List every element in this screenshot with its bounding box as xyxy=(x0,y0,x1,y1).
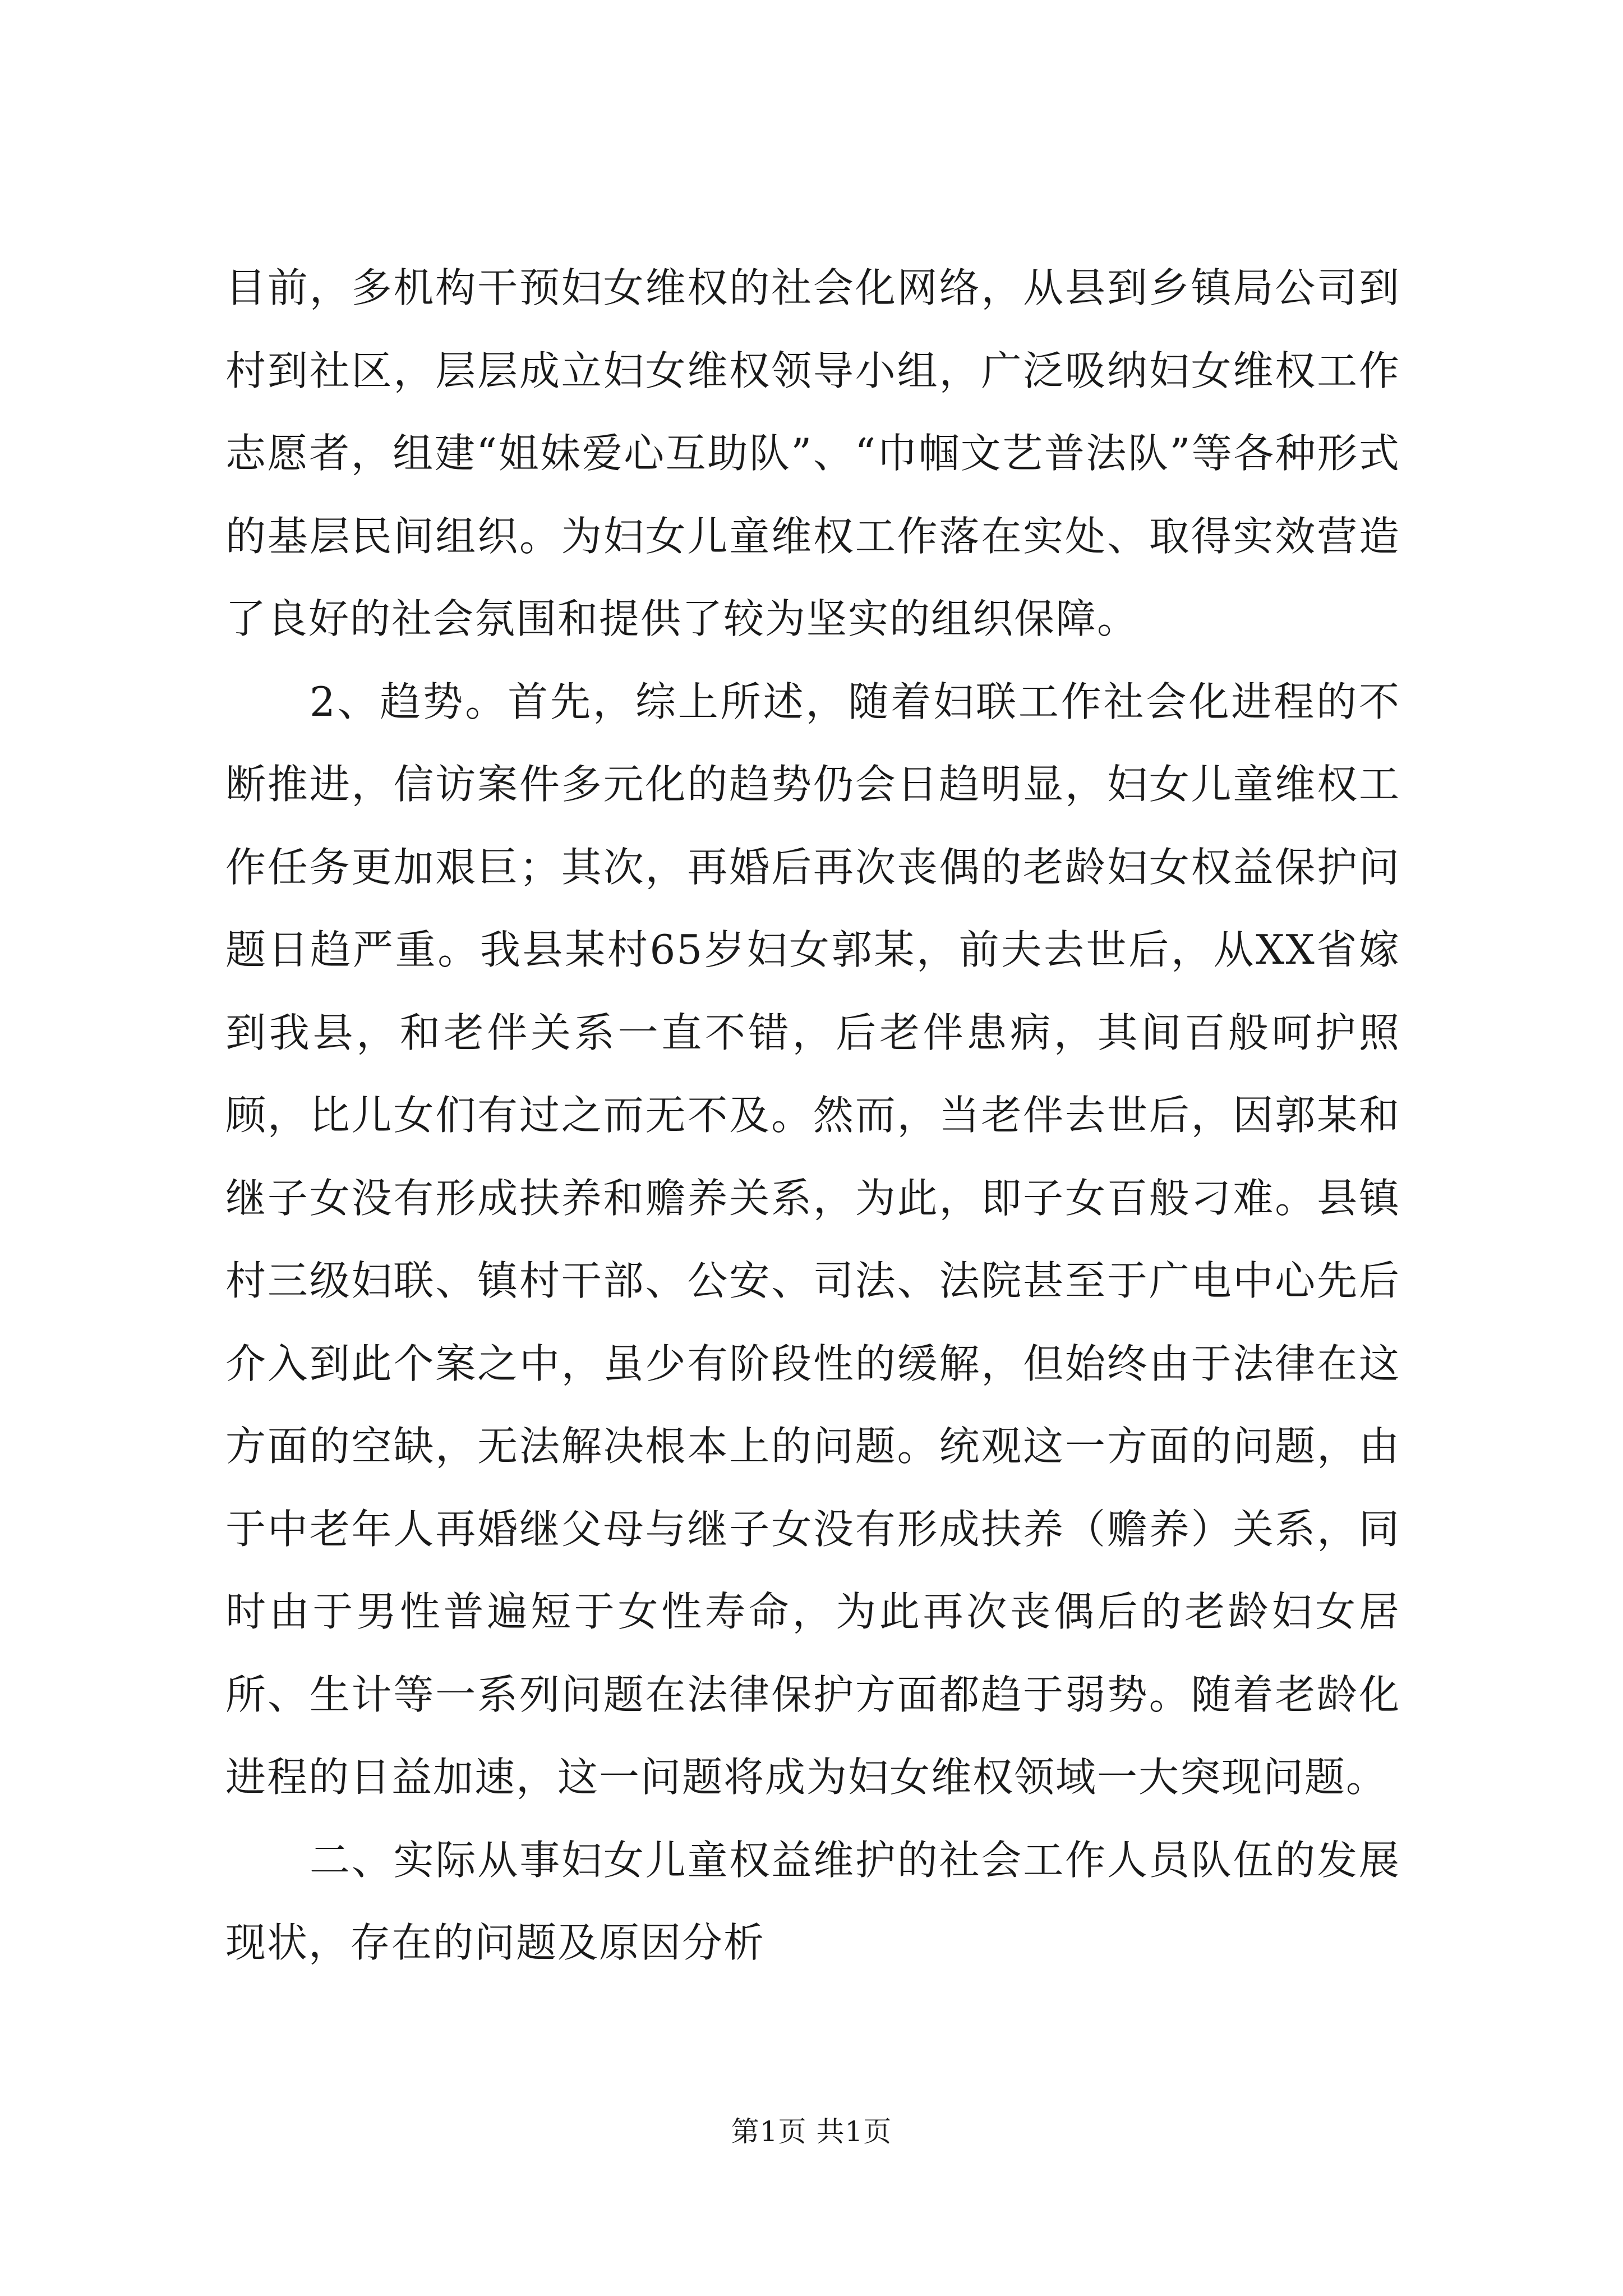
section-heading-2: 二、实际从事妇女儿童权益维护的社会工作人员队伍的发展现状，存在的问题及原因分析 xyxy=(225,1836,1400,1966)
paragraph-continuation: 目前，多机构干预妇女维权的社会化网络，从县到乡镇局公司到村到社区，层层成立妇女维权领导小组，广泛吸纳妇女维权工作志愿者，组建“姐妹爱心互助队”、“巾帼文艺普法队”等各种形式的基层民间组织。为妇女儿童维权工作落在实处、取得实效营造了良好的社会氛围和提供了较为坚实的组织保障。 xyxy=(225,264,1400,642)
page-footer: 第1页 共1页 xyxy=(731,2115,892,2148)
paragraph-trend: 2、趋势。首先，综上所述，随着妇联工作社会化进程的不断推进，信访案件多元化的趋势仍会日趋明显，妇女儿童维权工作任务更加艰巨；其次，再婚后再次丧偶的老龄妇女权益保护问题日趋严重。我县某村65岁妇女郭某，前夫去世后，从XX省嫁到我县，和老伴关系一直不错，后老伴患病，其间百般呵护照顾，比儿女们有过之而无不及。然而，当老伴去世后，因郭某和继子女没有形成扶养和赡养关系，为此，即子女百般刁难。县镇村三级妇联、镇村干部、公安、司法、法院甚至于广电中心先后介入到此个案之中，虽少有阶段性的缓解，但始终由于法律在这方面的空缺，无法解决根本上的问题。统观这一方面的问题，由于中老年人再婚继父母与继子女没有形成扶养（赡养）关系，同时由于男性普遍短于女性寿命，为此再次丧偶后的老龄妇女居所、生计等一系列问题在法律保护方面都趋于弱势。随着老龄化进程的日益加速，这一问题将成为妇女维权领域一大突现问题。 xyxy=(225,678,1400,1801)
document-body xyxy=(225,247,1400,1985)
